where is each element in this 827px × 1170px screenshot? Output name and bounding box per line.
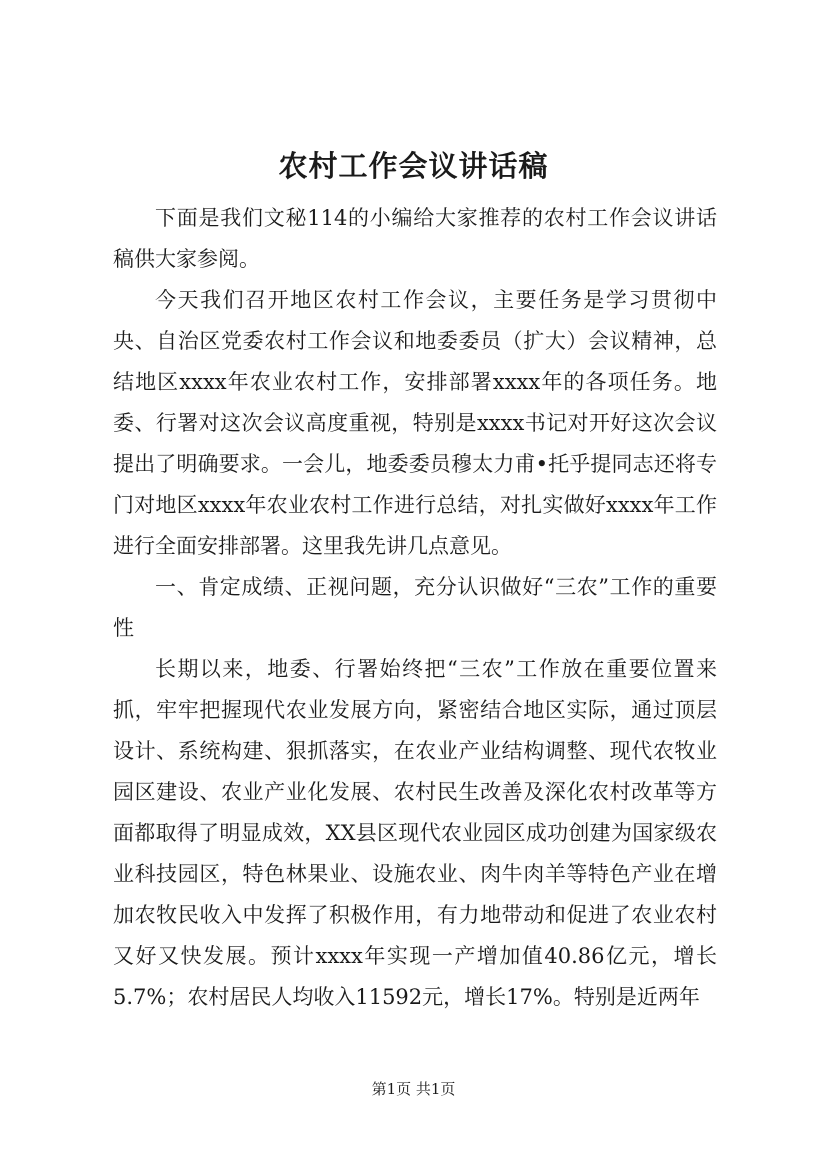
document-body [113,198,717,1018]
paragraph-achievements: 长期以来，地委、行署始终把“三农”工作放在重要位置来抓，牢牢把握现代农业发展方向，紧密结合地区实际，通过顶层设计、系统构建、狠抓落实，在农业产业结构调整、现代农牧业园区建设、农业产业化发展、农村民生改善及深化农村改革等方面都取得了明显成效，XX县区现代农业园区成功创建为国家级农业科技园区，特色林果业、设施农业、肉牛肉羊等特色产业在增加农牧民收入中发挥了积极作用，有力地带动和促进了农业农村又好又快发展。预计xxxx年实现一产增加值40.86亿元，增长5.7%；农村居民人均收入11592元，增长17%。特别是近两年 [113,657,717,1009]
paragraph-intro: 下面是我们文秘114的小编给大家推荐的农村工作会议讲话稿供大家参阅。 [113,206,717,271]
document-title: 农村工作会议讲话稿 [278,149,549,183]
section-heading-1: 一、肯定成绩、正视问题，充分认识做好“三农”工作的重要性 [113,575,717,640]
page-footer: 第1页 共1页 [371,1080,456,1098]
paragraph-opening: 今天我们召开地区农村工作会议，主要任务是学习贯彻中央、自治区党委农村工作会议和地委委员（扩大）会议精神，总结地区xxxx年农业农村工作，安排部署xxxx年的各项任务。地委、行署对这次会议高度重视，特别是xxxx书记对开好这次会议提出了明确要求。一会儿，地委委员穆太力甫•托乎提同志还将专门对地区xxxx年农业农村工作进行总结，对扎实做好xxxx年工作进行全面安排部署。这里我先讲几点意见。 [113,288,717,558]
